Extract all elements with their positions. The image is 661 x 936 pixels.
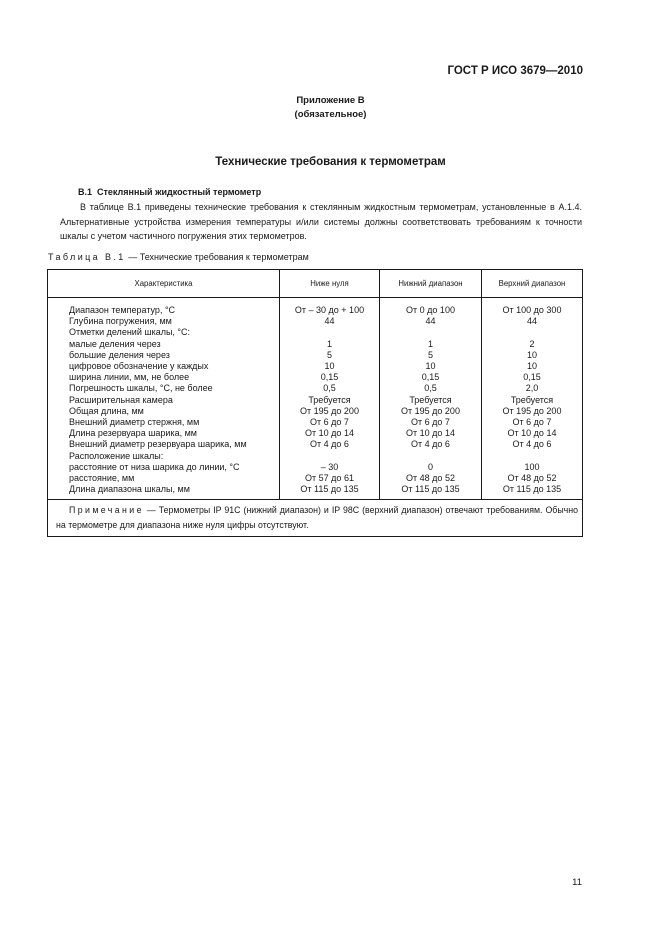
row-value: 1	[380, 339, 482, 350]
table-row	[48, 316, 583, 327]
row-value: От 4 до 6	[280, 439, 380, 450]
row-value: 0,15	[380, 372, 482, 383]
table-row	[48, 298, 583, 317]
row-characteristic: Внешний диаметр резервуара шарика, мм	[48, 439, 280, 450]
note-text: — Термометры IP 91С (нижний диапазон) и IP 98С (верхний диапазон) отвечают требованиям. Обычно на термометре для диапазона ниже нуля цифры отсутствуют.	[56, 505, 578, 530]
row-value: От 6 до 7	[280, 417, 380, 428]
table-row	[48, 439, 583, 450]
row-value	[380, 327, 482, 338]
table-header-row	[48, 270, 583, 298]
row-characteristic: Глубина погружения, мм	[48, 316, 280, 327]
row-value: 10	[380, 361, 482, 372]
table-row	[48, 339, 583, 350]
row-value: Требуется	[280, 395, 380, 406]
row-value: От 10 до 14	[380, 428, 482, 439]
row-value: От 115 до 135	[482, 484, 583, 500]
row-value: 0,15	[280, 372, 380, 383]
table-row	[48, 417, 583, 428]
table-row	[48, 462, 583, 473]
row-characteristic: цифровое обозначение у каждых	[48, 361, 280, 372]
table-caption	[48, 252, 309, 262]
row-characteristic: Погрешность шкалы, °С, не более	[48, 383, 280, 394]
row-value: От 115 до 135	[380, 484, 482, 500]
row-value: – 30	[280, 462, 380, 473]
appendix-title: Приложение В	[296, 95, 365, 106]
row-value: 2	[482, 339, 583, 350]
row-value: 2,0	[482, 383, 583, 394]
row-value	[280, 327, 380, 338]
row-value: От 115 до 135	[280, 484, 380, 500]
row-value: От 4 до 6	[380, 439, 482, 450]
subsection-paragraph: В таблице В.1 приведены технические требования к стеклянным жидкостным термометрам, установленные в А.1.4. Альтернативные устройства измерения температуры и/или системы должны соответствовать требованиям к точности шкалы с учетом частичного погружения этих термометров.	[60, 202, 582, 241]
table-note-row	[48, 500, 583, 537]
row-value: От – 30 до + 100	[280, 298, 380, 317]
row-value: Требуется	[380, 395, 482, 406]
header-below-zero: Ниже нуля	[280, 270, 380, 298]
requirements-table	[47, 269, 583, 537]
row-characteristic: Общая длина, мм	[48, 406, 280, 417]
appendix-status: (обязательное)	[294, 109, 367, 120]
table-row	[48, 372, 583, 383]
table-row	[48, 350, 583, 361]
row-value: 44	[380, 316, 482, 327]
table-row	[48, 484, 583, 500]
row-value: От 100 до 300	[482, 298, 583, 317]
row-value: 1	[280, 339, 380, 350]
row-value: От 6 до 7	[380, 417, 482, 428]
row-characteristic: большие деления через	[48, 350, 280, 361]
row-value: От 0 до 100	[380, 298, 482, 317]
row-value: 44	[482, 316, 583, 327]
row-characteristic: Отметки делений шкалы, °С:	[48, 327, 280, 338]
row-value: От 4 до 6	[482, 439, 583, 450]
row-characteristic: Внешний диаметр стержня, мм	[48, 417, 280, 428]
row-value: 5	[280, 350, 380, 361]
row-value: 10	[482, 350, 583, 361]
row-characteristic: Расположение шкалы:	[48, 451, 280, 462]
row-value: 0,15	[482, 372, 583, 383]
row-value: 5	[380, 350, 482, 361]
header-characteristic: Характеристика	[48, 270, 280, 298]
document-code: ГОСТ Р ИСО 3679—2010	[447, 65, 583, 77]
row-value	[380, 451, 482, 462]
row-characteristic: Длина резервуара шарика, мм	[48, 428, 280, 439]
table-row	[48, 428, 583, 439]
table-row	[48, 395, 583, 406]
row-value: От 10 до 14	[280, 428, 380, 439]
table-row	[48, 473, 583, 484]
row-characteristic: малые деления через	[48, 339, 280, 350]
row-value: От 195 до 200	[380, 406, 482, 417]
page-number: 11	[572, 877, 582, 888]
row-value	[482, 451, 583, 462]
row-value	[280, 451, 380, 462]
row-characteristic: расстояние от низа шарика до линии, °С	[48, 462, 280, 473]
header-low-range: Нижний диапазон	[380, 270, 482, 298]
table-note	[48, 500, 583, 537]
row-value: От 195 до 200	[280, 406, 380, 417]
row-value: От 48 до 52	[380, 473, 482, 484]
row-characteristic: Длина диапазона шкалы, мм	[48, 484, 280, 500]
table-row	[48, 327, 583, 338]
section-title: Технические требования к термометрам	[215, 156, 446, 168]
row-value: От 6 до 7	[482, 417, 583, 428]
table-caption-text: — Технические требования к термометрам	[125, 252, 309, 262]
row-value: 0	[380, 462, 482, 473]
header-high-range: Верхний диапазон	[482, 270, 583, 298]
row-value: 10	[482, 361, 583, 372]
table-row	[48, 361, 583, 372]
row-value: 10	[280, 361, 380, 372]
row-value: 44	[280, 316, 380, 327]
table-row	[48, 383, 583, 394]
row-characteristic: Диапазон температур, °С	[48, 298, 280, 317]
row-value: 0,5	[380, 383, 482, 394]
table-row	[48, 406, 583, 417]
table-caption-label: Таблица В.1	[48, 252, 126, 262]
subsection-heading: В.1 Стеклянный жидкостный термометр	[78, 187, 262, 197]
table-row	[48, 451, 583, 462]
row-value: От 57 до 61	[280, 473, 380, 484]
row-value: 100	[482, 462, 583, 473]
table-body	[48, 298, 583, 500]
row-characteristic: Расширительная камера	[48, 395, 280, 406]
note-label: Примечание	[69, 505, 144, 516]
row-value: 0,5	[280, 383, 380, 394]
row-value: Требуется	[482, 395, 583, 406]
row-characteristic: расстояние, мм	[48, 473, 280, 484]
row-value: От 195 до 200	[482, 406, 583, 417]
row-value	[482, 327, 583, 338]
row-characteristic: ширина линии, мм, не более	[48, 372, 280, 383]
row-value: От 48 до 52	[482, 473, 583, 484]
row-value: От 10 до 14	[482, 428, 583, 439]
